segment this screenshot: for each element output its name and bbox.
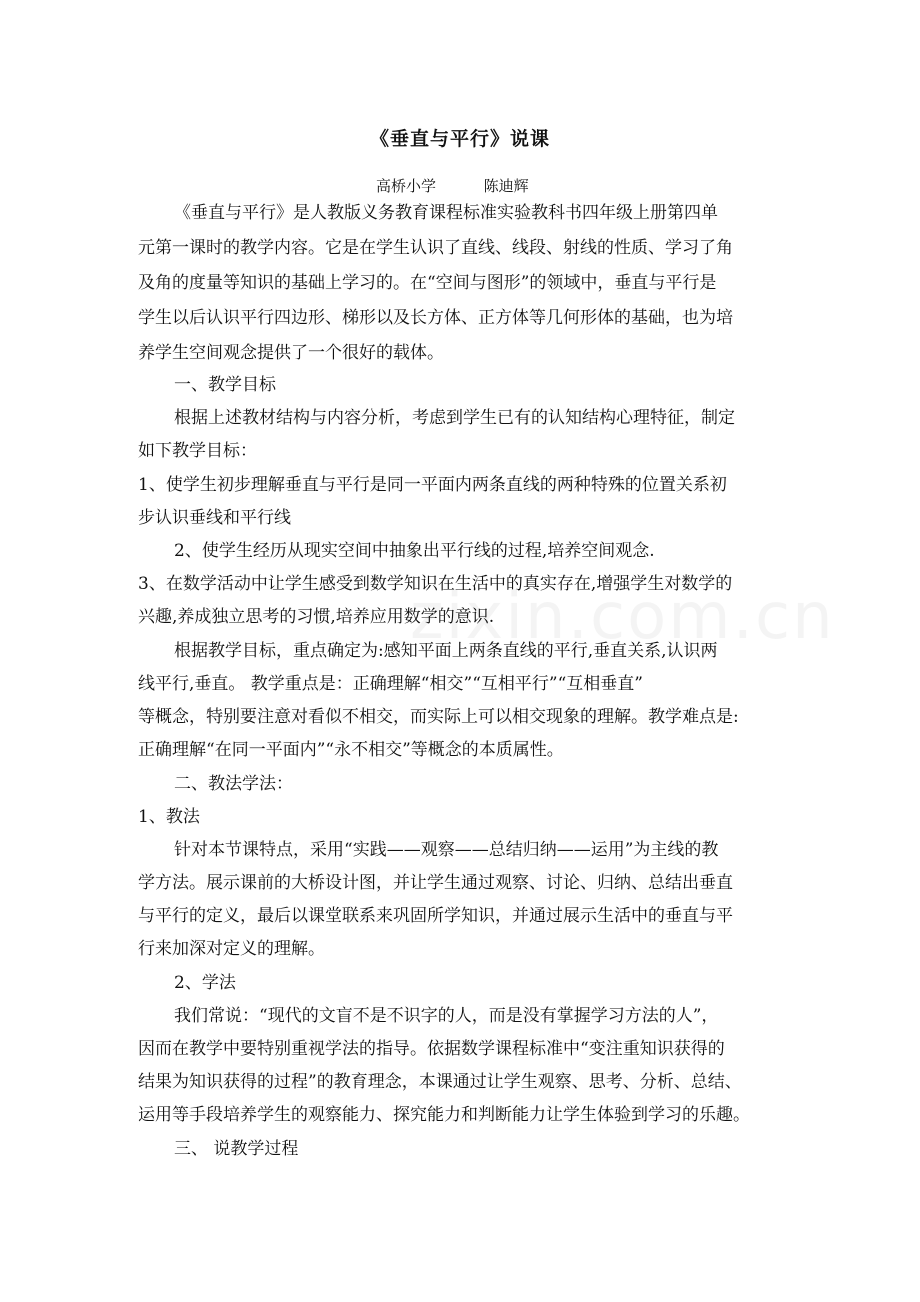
paragraph-line: 我们常说：“现代的文盲不是不识字的人，而是没有掌握学习方法的人”， (174, 1006, 719, 1026)
section-heading: 三、 说教学过程 (174, 1139, 299, 1159)
paragraph-line: 结果为知识获得的过程”的教育理念，本课通过让学生观察、思考、分析、总结、 (138, 1072, 742, 1092)
paragraph-line: 养学生空间观念提供了一个很好的载体。 (138, 343, 444, 363)
paragraph-line: 行来加深对定义的理解。 (138, 939, 325, 959)
paragraph-line: 正确理解“在同一平面内”“永不相交”等概念的本质属性。 (138, 740, 564, 760)
list-item: 3、在数学活动中让学生感受到数学知识在生活中的真实存在,增强学生对数学的 (138, 574, 733, 594)
subsection-heading: 2、学法 (174, 973, 236, 993)
section-heading: 一、教学目标 (174, 375, 276, 395)
paragraph-line: 如下教学目标： (138, 441, 257, 461)
paragraph-line: 与平行的定义，最后以课堂联系来巩固所学知识，并通过展示生活中的垂直与平 (138, 906, 733, 926)
paragraph-line: 运用等手段培养学生的观察能力、探究能力和判断能力让学生体验到学习的乐趣。 (138, 1105, 750, 1125)
paragraph-line: 元第一课时的教学内容。它是在学生认识了直线、线段、射线的性质、学习了角 (138, 238, 733, 258)
paragraph-line: 因而在教学中要特别重视学法的指导。依据数学课程标准中“变注重知识获得的 (138, 1039, 725, 1059)
subsection-heading: 1、教法 (138, 807, 200, 827)
byline: 高桥小学 陈迪辉 (376, 177, 529, 195)
paragraph-line: 及角的度量等知识的基础上学习的。在“空间与图形”的领域中，垂直与平行是 (138, 273, 717, 293)
paragraph-line: 学方法。展示课前的大桥设计图，并让学生通过观察、讨论、归纳、总结出垂直 (138, 873, 733, 893)
paragraph-line: 根据上述教材结构与内容分析，考虑到学生已有的认知结构心理特征，制定 (174, 408, 735, 428)
list-item: 2、使学生经历从现实空间中抽象出平行线的过程,培养空间观念. (174, 541, 655, 561)
document-title: 《垂直与平行》说课 (369, 128, 550, 150)
list-item: 步认识垂线和平行线 (138, 508, 291, 528)
paragraph-line: 针对本节课特点，采用“实践——观察——总结归纳——运用”为主线的教 (174, 840, 719, 860)
paragraph-line: 学生以后认识平行四边形、梯形以及长方体、正方体等几何形体的基础，也为培 (138, 308, 733, 328)
list-item: 兴趣,养成独立思考的习惯,培养应用数学的意识. (138, 607, 495, 627)
paragraph-line: 《垂直与平行》是人教版义务教育课程标准实验教科书四年级上册第四单 (174, 203, 718, 223)
section-heading: 二、教法学法： (174, 774, 293, 794)
paragraph-line: 根据教学目标，重点确定为:感知平面上两条直线的平行,垂直关系,认识两 (174, 641, 718, 661)
paragraph-line: 线平行,垂直。 教学重点是：正确理解“相交”“互相平行”“互相垂直” (138, 674, 643, 694)
list-item: 1、使学生初步理解垂直与平行是同一平面内两条直线的两种特殊的位置关系初 (138, 475, 727, 495)
paragraph-line: 等概念，特别要注意对看似不相交，而实际上可以相交现象的理解。教学难点是: (138, 707, 739, 727)
